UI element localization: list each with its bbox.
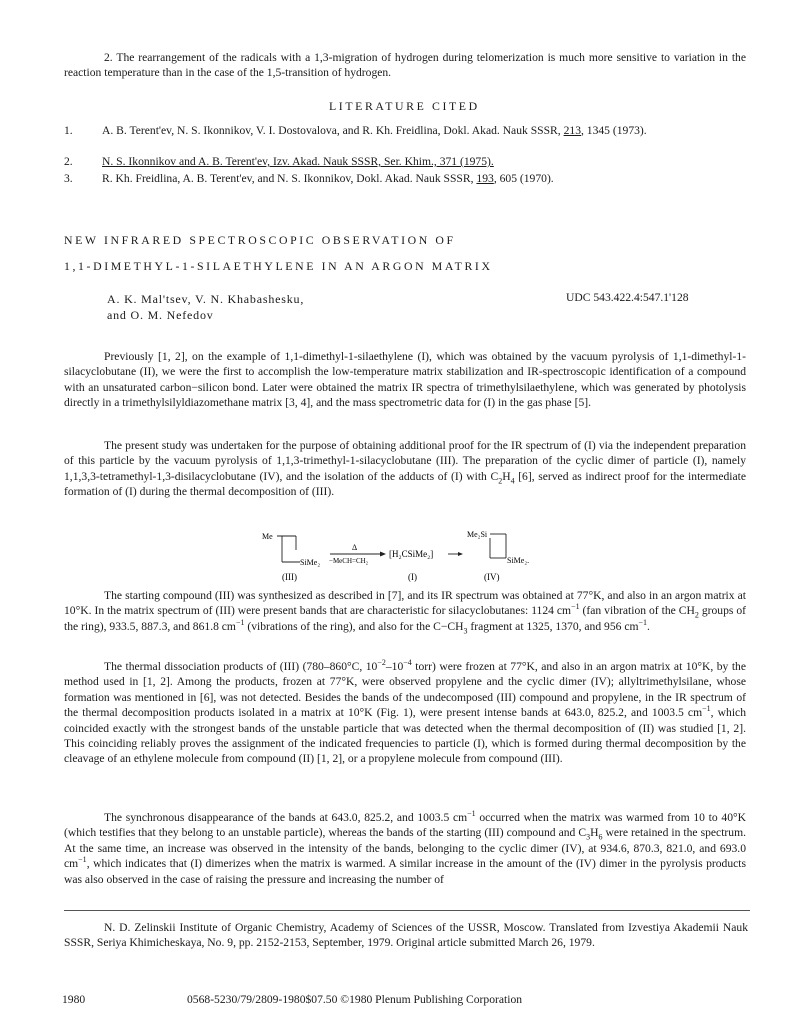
scheme-elimination: −MeCH=CH₂ <box>329 557 369 565</box>
scheme-label-iv: (IV) <box>484 572 500 582</box>
paragraph-2: The present study was undertaken for the purpose of obtaining additional proof for the IR spectrum of (I) via the independent preparation of this particle by the vacuum pyrolysis of 1,1,3-trimethyl-1-silacyclobutane (III). The preparation of the cyclic dimer of particle (I), namely 1,1,3,3-tetramethyl-1,3-disilacyclobutane (IV), and the isolation of the adducts of (I) with $C_2H_4$ [6], served as indirect proof for the intermediate formation of (I) during the thermal decomposition of (III). <box>64 439 746 499</box>
scheme-label-i: (I) <box>408 572 417 582</box>
paragraph-4: The thermal dissociation products of (III) (780–860°C, $10^{-2}-10^{-4}$ torr) were frozen at 77°K, and also in an argon matrix at 10°K, by the method used in [1, 2]. Among the products, frozen at 77°K, were observed propylene and the cyclic dimer (IV); allyltrimethylsilane, whose formation was mentioned in [6], was not detected. Besides the bands of the undecomposed (III) compound and propylene, in the IR spectrum of the thermal decomposition products isolated in a matrix at 10°K (Fig. 1), were present intense bands at 643.0, 825.2, and 1003.5 $cm^{-1}$, which coincided exactly with the strongest bands of the unstable particle that was detected when the thermal decomposition of (II) was studied [1, 2]. This coinciding reliably proves the assignment of the indicated frequencies to particle (I), which is formed during thermal decomposition by the cleavage of an ethylene molecule from compound (II) [1, 2], or a propylene molecule from compound (III). <box>64 658 746 766</box>
authors-line-1: A. K. Mal'tsev, V. N. Khabashesku, <box>107 292 305 306</box>
reference-pages: , 1345 (1973). <box>580 124 647 137</box>
paragraph-1: Previously [1, 2], on the example of 1,1-dimethyl-1-silaethylene (I), which was obtained by the vacuum pyrolysis of 1,1-dimethyl-1-silacyclobutane (II), we were the first to accomplish the low-temperature matrix stabilization and IR-spectroscopic identification of a compound with an unsaturated carbon−silicon bond. Later were obtained the matrix IR spectra of trimethylsilaethylene, which was generated by photolysis directly in a trimethylsilyldiazomethane matrix [3, 4], and the mass spectrometric data for (I) in the gas phase [5]. <box>64 350 746 410</box>
scheme-me2si: Me₂Si <box>467 530 488 539</box>
literature-cited-heading: LITERATURE CITED <box>329 99 480 113</box>
article-title-line-1: NEW INFRARED SPECTROSCOPIC OBSERVATION OF <box>64 233 456 247</box>
reference-2 <box>64 154 754 169</box>
authors-line-2: and O. M. Nefedov <box>107 308 214 322</box>
footnote: N. D. Zelinskii Institute of Organic Chemistry, Academy of Sciences of the USSR, Moscow. Translated from Izvestiya Akademii Nauk SSSR, Seriya Khimicheskaya, No. 9, pp. 2152-2153, September, 1979. Original article submitted March 26, 1979. <box>64 921 748 949</box>
reference-1 <box>64 123 754 153</box>
authors <box>107 291 304 323</box>
article-title-line-2: 1,1-DIMETHYL-1-SILAETHYLENE IN AN ARGON MATRIX <box>64 259 493 273</box>
scheme-intermediate: [H₂CSiMe₂] <box>389 549 434 559</box>
scheme-delta: Δ <box>352 543 358 552</box>
scheme-me: Me <box>262 532 273 541</box>
scheme-sime2-left: SiMe₂ <box>300 558 321 567</box>
reference-volume: 213 <box>563 124 581 137</box>
udc-code: UDC 543.422.4:547.1'128 <box>566 291 689 304</box>
reference-number: 3. <box>64 172 73 185</box>
reference-text: A. B. Terent'ev, N. S. Ikonnikov, V. I. Dostovalova, and R. Kh. Freidlina, Dokl. Akad. Nauk SSSR, <box>102 124 561 137</box>
paragraph-5: The synchronous disappearance of the bands at 643.0, 825.2, and 1003.5 $cm^{-1}$ occurred when the matrix was warmed from 10 to 40°K (which testifies that they belong to an unstable particle), whereas the bands of the starting (III) compound and $C_3H_6$ were retained in the spectrum. At the same time, an increase was observed in the intensity of the bands, belonging to the cyclic dimer (IV), at 934.6, 870.3, 821.0, and 693.0 $cm^{-1}$, which indicates that (I) dimerizes when the matrix is warmed. A similar increase in the amount of the (IV) dimer in the pyrolysis products was also observed in the case of raising the pressure and increasing the number of <box>64 809 746 886</box>
reference-3 <box>64 171 754 186</box>
scheme-sime2-right: SiMe₂. <box>507 556 530 565</box>
scheme-label-iii: (III) <box>282 572 297 582</box>
reaction-scheme <box>262 528 562 584</box>
reference-text: R. Kh. Freidlina, A. B. Terent'ev, and N. S. Ikonnikov, Dokl. Akad. Nauk SSSR, <box>102 172 474 185</box>
issn-copyright-line: 0568-5230/79/2809-1980$07.50 ©1980 Plenum Publishing Corporation <box>187 993 523 1006</box>
reference-number: 2. <box>64 155 73 168</box>
reference-pages: , 605 (1970). <box>493 172 554 185</box>
reference-volume: 193 <box>476 172 494 185</box>
page-number: 1980 <box>62 993 86 1006</box>
paragraph-3: The starting compound (III) was synthesized as described in [7], and its IR spectrum was obtained at 77°K, and also in an argon matrix at 10°K. In the matrix spectrum of (III) were present bands that are characteristic for silacyclobutanes: 1124 $cm^{-1}$ (fan vibration of the $CH_2$ groups of the ring), 933.5, 887.3, and 861.8 $cm^{-1}$ (vibrations of the ring), and also for the $C-CH_3$ fragment at 1325, 1370, and 956 $cm^{-1}$. <box>64 589 746 636</box>
conclusion-paragraph: 2. The rearrangement of the radicals with a 1,3-migration of hydrogen during telomerization is much more sensitive to variation in the reaction temperature than in the case of the 1,5-transition of hydrogen. <box>64 51 746 80</box>
footnote-divider <box>64 910 750 911</box>
reference-text: N. S. Ikonnikov and A. B. Terent'ev, Izv. Akad. Nauk SSSR, Ser. Khim., 371 (1975). <box>102 155 494 168</box>
reference-number: 1. <box>64 124 73 137</box>
